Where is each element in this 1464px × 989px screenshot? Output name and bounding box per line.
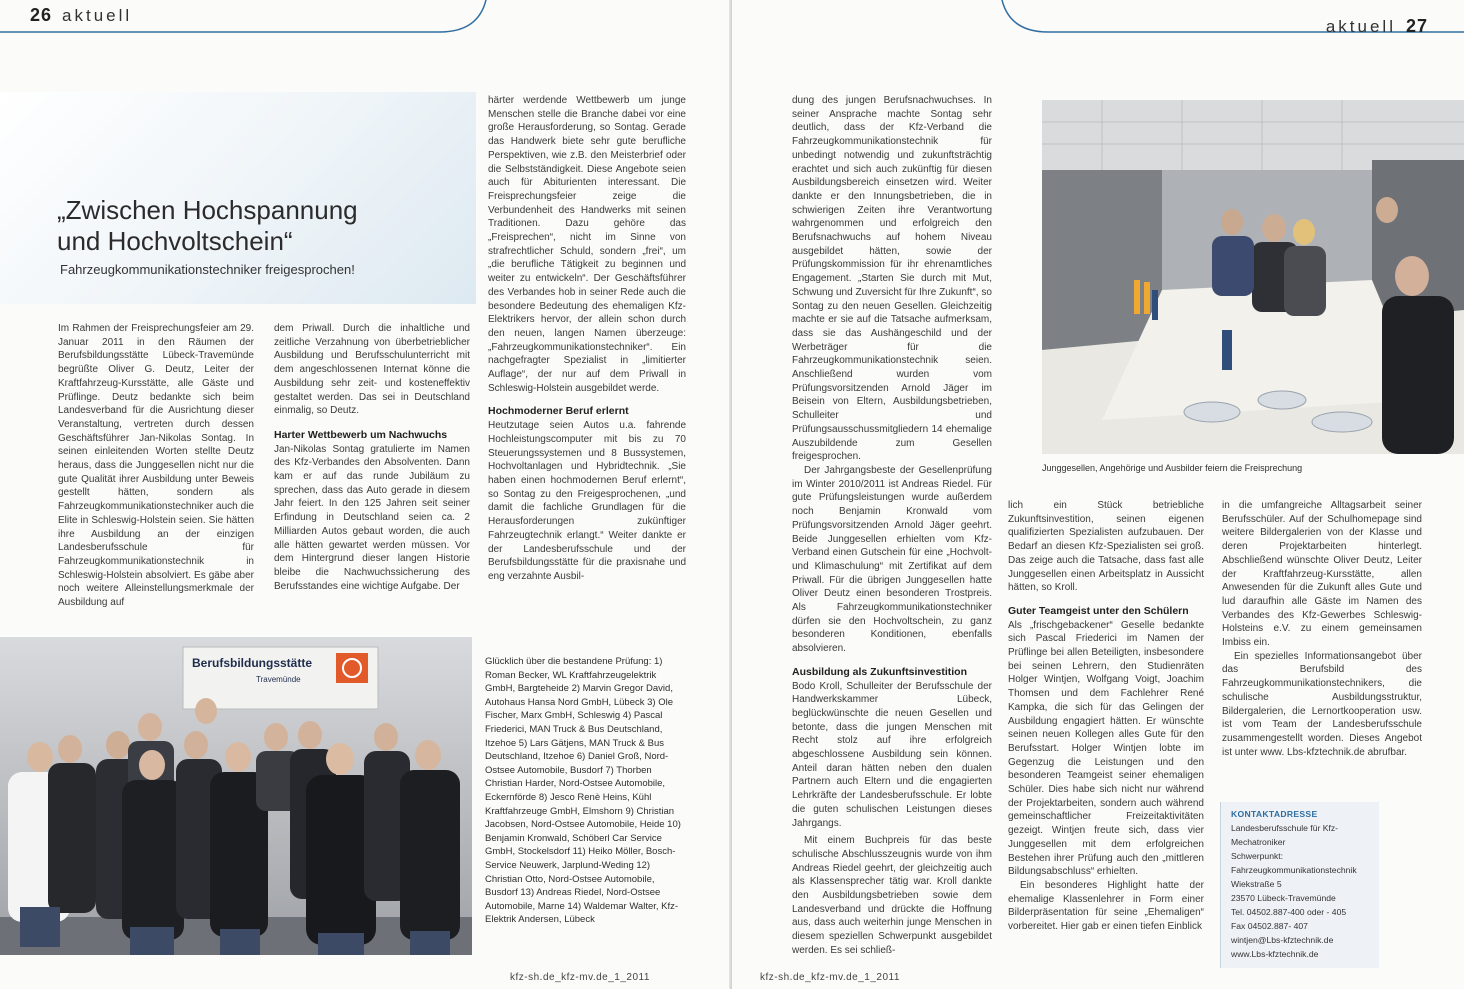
page-right <box>732 0 1464 989</box>
contact-line: Schwerpunkt: <box>1231 851 1284 861</box>
contact-line: Fax 04502.887- 407 <box>1231 921 1308 931</box>
subheading: Hochmoderner Beruf erlernt <box>488 405 629 418</box>
sign-subtitle: Travemünde <box>256 675 301 684</box>
page-number-left: 26 <box>30 5 53 25</box>
paragraph: härter werdende Wettbewerb um junge Menschen stelle die Branche dabei vor eine große Herausforderung, so Sontag. Gerade das Handwerk biete sehr gute berufliche Perspektiven, wie z.B. den Meisterbrief oder die Selbstständigkeit. Diese Angebote seien auch für Abiturienten interessant. Die Freisprechungsfeier zeige die Verbundenheit des Handwerks mit seinen Traditionen. Dazu gehöre das „Freisprechen“, nicht im Sinne von strafrechtlicher Schuld, sondern „frei“, um „die berufliche Tätigkeit zu beginnen und weiter zu entwickeln“. Der Geschäftsführer des Verbandes hob in seiner Rede auch die besondere Bedeutung des ehemaligen Kfz-Elektrikers hervor, der allein schon durch den neuen, langen Namen überzeuge: „Fahrzeugkommunikationstechniker“. Ein nachgefragter Spezialist in „limitierter Auflage“, der nur auf dem Priwall in Schleswig-Holstein ausgebildet werde. <box>488 95 686 394</box>
contact-title: KONTAKTADRESSE <box>1231 809 1318 819</box>
subheading: Ausbildung als Zukunftsinvestition <box>792 665 968 678</box>
text-column-5 <box>1008 499 1204 934</box>
event-photo-illustration <box>1042 100 1464 454</box>
subheading: Harter Wettbewerb um Nachwuchs <box>274 428 448 441</box>
subheading: Guter Teamgeist unter den Schülern <box>1008 604 1189 617</box>
paragraph: Bodo Kroll, Schulleiter der Berufsschule der Handwerkskammer Lübeck, beglückwünschte die neuen Gesellen und betonte, dass die jungen Menschen mit Recht stolz auf ihre erfolgreich abgeschlossene Ausbildung sein können. Anteil daran hätten neben den dualen Partnern auch Eltern und die engagierten Lehrkräfte der Landesberufsschule. Er lobte die guten schulischen Leistungen dieses Jahrgangs. <box>792 680 992 829</box>
paragraph: in die umfangreiche Alltagsarbeit seiner Berufsschüler. Auf der Schulhomepage sind weitere Bildergalerien von der Klasse und deren Projektarbeiten hinterlegt. Abschließend wünschte Oliver Deutz, Leiter der Kraftfahrzeug-Kursstätte, allen Anwesenden für die Zukunft alles Gute und lud daraufhin alle Gäste im Namen des Verbandes des Kfz-Gewerbes Schleswig-Holsteins e.V. zu einem gemeinsamen Imbiss ein. <box>1222 500 1422 649</box>
article-subtitle: Fahrzeugkommunikationstechniker freigesprochen! <box>60 262 355 277</box>
group-photo-illustration <box>0 637 472 955</box>
sign-title: Berufsbildungsstätte <box>192 656 313 670</box>
paragraph: dung des jungen Berufsnachwuchses. In seiner Ansprache machte Sontag sehr deutlich, dass der Kfz-Verband die Fahrzeugkommunikationstechnik für unbedingt notwendig und zukunftsträchtig erachtet und sich auch zukünftig für diesen Ausbildungsbereich einsetzen wird. Weiter dankte er den Innungsbetrieben, die in schwierigen Zeiten ihre Verantwortung wahrgenommen und erfolgreich den Berufsnachwuchs auf hohem Niveau ausgebildet hätten, sowie der Prüfungskommission für ihr ehrenamtliches Engagement. „Starten Sie durch mit Mut, Schwung und Zuversicht für Ihre Zukunft“, so Sontag zu den neuen Gesellen. Gleichzeitig machte er sie auf die Tatsache aufmerksam, dass sie das Aushängeschild und der Werbeträger für die Fahrzeugkommunikationstechnik seien. Anschließend wurden vom Prüfungsvorsitzenden Arnold Jäger im Beisein von Eltern, Ausbildungsbetrieben, Schulleiter und Prüfungsausschussmitgliedern 14 ehemalige Auszubildende zum Gesellen freigesprochen. <box>792 95 992 463</box>
article-title <box>57 195 358 257</box>
paragraph: Ein spezielles Informationsangebot über das Berufsbild des Fahrzeugkommunikationstechnikers, die schulische Ausbildungsstruktur, Bildergalerien, die Lernortkooperation usw. ist vom Team der Landesberufsschule zusammengestellt worden. Dieses Angebot ist unter www. Lbs-kfztechnik.de abrufbar. <box>1222 650 1422 758</box>
paragraph: dem Priwall. Durch die inhaltliche und zeitliche Verzahnung von überbetrieblicher Ausbildung und Berufsschulunterricht mit dem angeschlossenen Internat könne die Ausbildung sehr zeit- und kosteneffektiv gestaltet werden. Das sei in Deutschland einmalig, so Deutz. <box>274 323 470 417</box>
paragraph: Mit einem Buchpreis für das beste schulische Abschlusszeugnis wurde von ihm Andreas Riedel geehrt, der gleichzeitig auch als Klassensprecher tätig war. Kroll dankte den Ausbildungsbetrieben sowie dem Landesverband und drückte die Hoffnung aus, dass auch weiterhin junge Menschen in diesem speziellen Schwerpunkt ausgebildet werden. Es sei schließ- <box>792 835 992 956</box>
section-label-left: aktuell <box>62 6 133 25</box>
paragraph: Als „frischgebackener“ Geselle bedankte sich Pascal Friederici im Namen der Prüflinge bei allen Beteiligten, insbesondere bei seinen Lehrern, den Studienräten Holger Wintjen, Wolfgang Voigt, Joachim Thomsen und dem Fachlehrer René Kampka, die sich für das Gelingen der Ausbildung engagiert hätten. Er wünschte seinen neuen Kollegen alles Gute für den Berufsstart. Holger Wintjen lobte im Gegenzug die Leistungen und den besonderen Teamgeist seiner ehemaligen Schüler. Dies habe sich nicht nur während der Projektarbeiten, sondern auch während gemeinschaftlicher Freizeitaktivitäten gezeigt. Wintjen freute sich, dass vier Junggesellen mit dem erfolgreichen Bestehen ihrer Prüfung auch den „mittleren Bildungsabschluss“ erhielten. <box>1008 619 1204 878</box>
article-title-line-1: „Zwischen Hochspannung <box>57 195 358 225</box>
paragraph: lich ein Stück betriebliche Zukunftsinvestition, seinen eigenen qualifizierten Spezialisten aufzubauen. Der Bedarf an diesen Kfz-Spezialisten sei groß. Das zeige auch die Tatsache, dass fast alle Junggesellen einen Arbeitsplatz in Aussicht hätten, so Kroll. <box>1008 500 1204 594</box>
text-column-3 <box>488 94 686 584</box>
photo-caption-right: Junggesellen, Angehörige und Ausbilder feiern die Freisprechung <box>1042 463 1303 473</box>
text-column-1 <box>58 322 254 610</box>
section-label-right: aktuell <box>1325 17 1396 36</box>
header-curve-left <box>0 0 732 40</box>
paragraph: Der Jahrgangsbeste der Gesellenprüfung im Winter 2010/2011 ist Andreas Riedel. Für gute Prüfungsleistungen wurde außerdem noch Benjamin Kronwald vom Prüfungsvorsitzenden Arnold Jäger geehrt. Beide Junggesellen erhielten vom Kfz-Verband einen Gutschein für eine „Hochvolt- und Klimaschulung“ mit Zertifikat auf dem Priwall. Für die übrigen Junggesellen hatte Oliver Deutz einen besonderen Trostpreis. Als Fahrzeugkommunikationstechniker dürfen sie den Hochvoltschein, zu ganz besonderen Konditionen, ebenfalls absolvieren. <box>792 464 992 655</box>
paragraph: Heutzutage seien Autos u.a. fahrende Hochleistungscomputer mit bis zu 70 Steuerungssystemen und 8 Bussystemen, Hochvoltanlagen und Hybridtechnik. „Sie haben einen hochmodernen Beruf erlernt“, so Sontag zu den Freigesprochenen, „und damit die fachliche Grundlagen für die Herausforderungen zukünftiger Fahrzeugtechnik erlangt.“ Weiter dankte er der Landesberufsschule und der Berufsbildungsstätte für die praxisnahe und eng verzahnte Ausbil- <box>488 420 686 582</box>
footer-right: kfz-sh.de_kfz-mv.de_1_2011 <box>760 972 900 983</box>
photo-caption-left <box>485 655 685 927</box>
group-photo <box>0 637 472 955</box>
contact-email-link[interactable]: wintjen@Lbs-kfztechnik.de <box>1231 935 1334 945</box>
article-title-line-2: und Hochvoltschein“ <box>57 226 293 256</box>
paragraph: Ein besonderes Highlight hatte der ehemalige Klassenlehrer in Form einer Bilderpräsentation für seine „Ehemaligen“ vorbereitet. Hier gab er einen tiefen Einblick <box>1008 879 1204 933</box>
contact-line: Tel. 04502.887-400 oder - 405 <box>1231 907 1347 917</box>
event-photo <box>1042 100 1464 454</box>
contact-line: Fahrzeugkommunikationstechnik <box>1231 865 1357 875</box>
contact-line: 23570 Lübeck-Travemünde <box>1231 893 1336 903</box>
page-number-right: 27 <box>1405 16 1428 36</box>
text-column-6 <box>1222 499 1422 759</box>
contact-box <box>1220 802 1379 968</box>
caption-text: Glücklich über die bestandene Prüfung: 1) Roman Becker, WL Kraftfahrzeugelektrik GmbH, Bargteheide 2) Marvin Gregor David, Autohaus Hansa Nord GmbH, Lübeck 3) Ole Fischer, Marx GmbH, Schleswig 4) Pascal Friederici, MAN Truck & Bus Deutschland, Itzehoe 5) Lars Gätjens, MAN Truck & Bus Deutschland, Itzehoe 6) Daniel Groß, Nord-Ostsee Automobile, Busdorf 7) Thorben Christian Harder, Nord-Ostsee Automobile, Eckernförde 8) Jesco Renè Heins, Kühl Kraftfahrzeuge GmbH, Elmshorn 9) Christian Jacobsen, Nord-Ostsee Automobile, Heide 10) Benjamin Kronwald, Schöberl Car Service GmbH, Stockelsdorf 11) Heiko Möller, Bosch-Service Neuwerk, Jarplund-Weding 12) Christian Otto, Nord-Ostsee Automobile, Busdorf 13) Andreas Riedel, Nord-Ostsee Automobile, Marne 14) Waldemar Walter, Kfz-Elektrik Andersen, Lübeck <box>485 656 681 926</box>
text-column-2 <box>274 322 470 593</box>
contact-line: Wiekstraße 5 <box>1231 879 1282 889</box>
paragraph: Im Rahmen der Freisprechungsfeier am 29. Januar 2011 in den Räumen der Berufsbildungsstätte Lübeck-Travemünde begrüßte Oliver G. Deutz, Leiter der Kraftfahrzeug-Kursstätte, alle Gäste und Prüflinge. Deutz bedankte sich beim Landesverband für die Ausrichtung dieser Veranstaltung, vertreten durch dessen Geschäftsführer Jan-Nikolas Sontag. In seinen einleitenden Worten stellte Deutz heraus, dass die Junggesellen nicht nur die gute Qualität ihrer Ausbildung unter Beweis gestellt hätten, sondern als Fahrzeugkommunikationstechniker auch die Elite in Schleswig-Holstein seien. Sie hätten ihre Ausbildung an der einzigen Landesberufsschule für Fahrzeugkommunikationstechnik in Schleswig-Holstein absolviert. Es gäbe aber noch weitere Alleinstellungsmerkmale der Ausbildung auf <box>58 323 254 609</box>
footer-left: kfz-sh.de_kfz-mv.de_1_2011 <box>510 972 650 983</box>
page-header-right <box>1326 16 1428 37</box>
contact-line: Landesberufsschule für Kfz-Mechatroniker <box>1231 823 1339 847</box>
contact-web-link[interactable]: www.Lbs-kfztechnik.de <box>1231 949 1319 959</box>
paragraph: Jan-Nikolas Sontag gratulierte im Namen des Kfz-Verbandes den Absolventen. Dann kam er auf das runde Jubiläum zu sprechen, dass das Auto gerade in diesem Jahr feiert. In den 125 Jahren seit seiner Erfindung in Deutschland seien ca. 2 Milliarden Autos gebaut worden, die auch alle hätten gewartet werden müssen. Vor dem Hintergrund dieser langen Historie bleibe die Nachwuchssicherung des Berufsstandes eine wichtige Aufgabe. Der <box>274 443 470 592</box>
text-column-4 <box>792 94 992 958</box>
